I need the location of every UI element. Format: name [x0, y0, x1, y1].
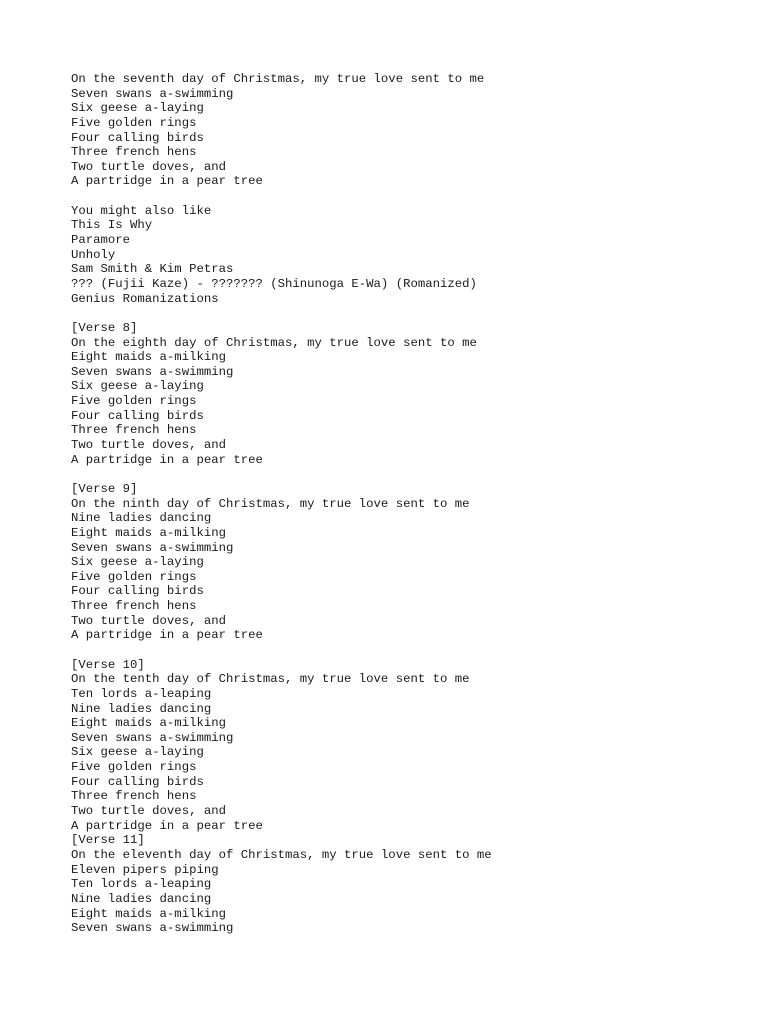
lyric-line: Six geese a-laying [71, 555, 204, 570]
verse-heading: [Verse 11] [71, 833, 145, 848]
lyric-line: Seven swans a-swimming [71, 540, 234, 555]
lyric-line: A partridge in a pear tree [71, 174, 263, 189]
lyric-line: Eight maids a-milking [71, 525, 226, 540]
blank-line [71, 643, 751, 658]
lyric-line: Three french hens [71, 423, 197, 438]
lyric-line: Three french hens [71, 145, 197, 160]
recommended-song-title: This Is Why [71, 218, 153, 233]
lyric-line: Four calling birds [71, 774, 204, 789]
blank-line [71, 306, 751, 321]
lyric-line: Four calling birds [71, 584, 204, 599]
lyric-line: A partridge in a pear tree [71, 628, 263, 643]
lyric-line: Six geese a-laying [71, 379, 204, 394]
verse-heading: [Verse 9] [71, 481, 138, 496]
recommendations-heading: You might also like [71, 203, 212, 218]
lyric-line: Eight maids a-milking [71, 906, 226, 921]
lyric-line: Ten lords a-leaping [71, 686, 212, 701]
lyric-line: Nine ladies dancing [71, 511, 212, 526]
lyric-line: On the ninth day of Christmas, my true love sent to me [71, 496, 470, 511]
lyric-line: Nine ladies dancing [71, 701, 212, 716]
recommended-song-artist: Paramore [71, 233, 131, 248]
lyric-line: A partridge in a pear tree [71, 818, 263, 833]
recommended-song-artist: Genius Romanizations [71, 291, 219, 306]
lyric-line: On the eighth day of Christmas, my true love sent to me [71, 335, 477, 350]
recommended-song-title: ??? (Fujii Kaze) - ??????? (Shinunoga E-Wa) (Romanized) [71, 276, 477, 291]
lyric-line: Seven swans a-swimming [71, 364, 234, 379]
lyric-line: Three french hens [71, 599, 197, 614]
recommended-song-title: Unholy [71, 247, 116, 262]
lyric-line: On the tenth day of Christmas, my true love sent to me [71, 672, 470, 687]
lyric-line: A partridge in a pear tree [71, 452, 263, 467]
lyric-line: Two turtle doves, and [71, 613, 226, 628]
recommended-song-artist: Sam Smith & Kim Petras [71, 262, 234, 277]
lyric-line: Five golden rings [71, 760, 197, 775]
lyric-line: Ten lords a-leaping [71, 877, 212, 892]
lyric-line: Eight maids a-milking [71, 350, 226, 365]
lyric-line: Seven swans a-swimming [71, 921, 234, 936]
blank-line [71, 189, 751, 204]
lyric-line: Seven swans a-swimming [71, 730, 234, 745]
lyric-line: On the eleventh day of Christmas, my true love sent to me [71, 847, 492, 862]
lyrics-document [71, 72, 751, 936]
blank-line [71, 467, 751, 482]
lyric-line: On the seventh day of Christmas, my true love sent to me [71, 72, 485, 86]
verse-heading: [Verse 8] [71, 320, 138, 335]
lyric-line: Seven swans a-swimming [71, 86, 234, 101]
lyric-line: Eleven pipers piping [71, 862, 219, 877]
lyric-line: Five golden rings [71, 394, 197, 409]
lyric-line: Five golden rings [71, 115, 197, 130]
lyric-line: Six geese a-laying [71, 101, 204, 116]
lyric-line: Six geese a-laying [71, 745, 204, 760]
lyric-line: Four calling birds [71, 130, 204, 145]
lyric-line: Two turtle doves, and [71, 159, 226, 174]
lyric-line: Five golden rings [71, 569, 197, 584]
lyric-line: Four calling birds [71, 408, 204, 423]
lyric-line: Three french hens [71, 789, 197, 804]
verse-heading: [Verse 10] [71, 657, 145, 672]
lyric-line: Eight maids a-milking [71, 716, 226, 731]
lyric-line: Two turtle doves, and [71, 804, 226, 819]
lyric-line: Nine ladies dancing [71, 891, 212, 906]
lyric-line: Two turtle doves, and [71, 438, 226, 453]
